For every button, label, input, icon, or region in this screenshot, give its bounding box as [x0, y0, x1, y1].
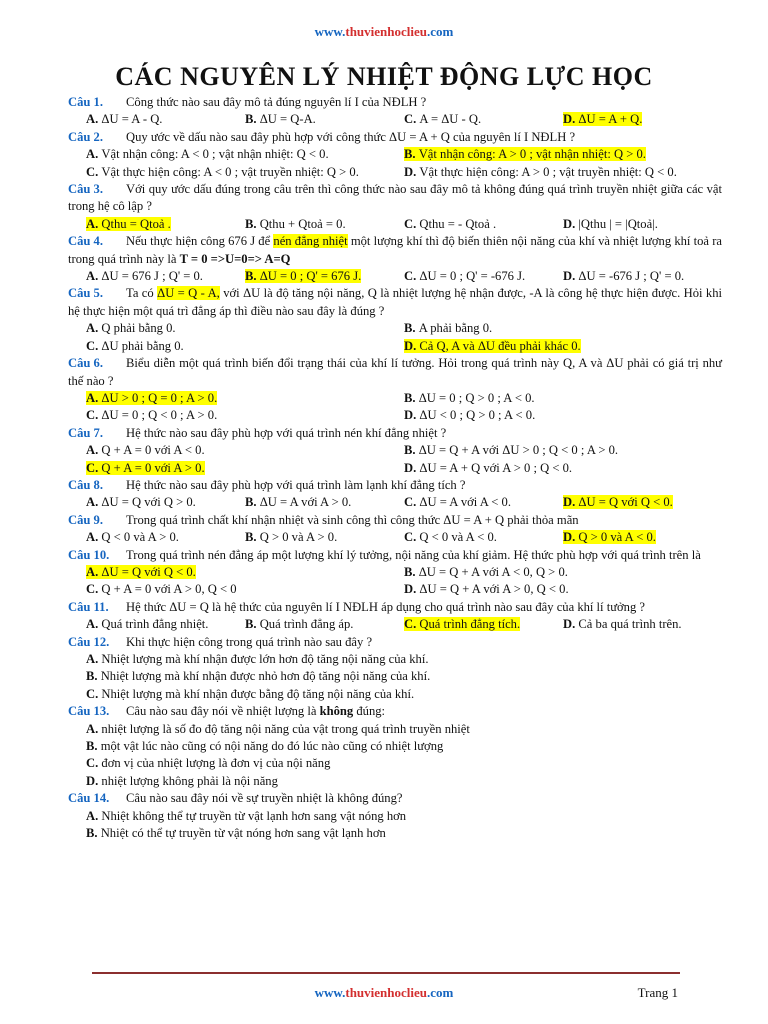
option-b: B. ΔU = Q + A với A < 0, Q > 0. — [404, 564, 568, 579]
option-c: C. đơn vị của nhiệt lượng là đơn vị của nội năng — [86, 756, 331, 771]
option-b-answer: B. Vật nhận công: A > 0 ; vật nhận nhiệt: Q > 0. — [404, 147, 646, 162]
option-d-answer: D. Q > 0 và A < 0. — [563, 530, 656, 545]
question-13: Câu 13. Câu nào sau đây nói về nhiệt lượng là không đúng: A. nhiệt lượng là số đo độ tăng nội năng của vật trong quá trình truyền nhiệt B. một vật lúc nào cũng có nội năng do đó lúc nào cũng có nhiệt lượng C. đơn vị của nhiệt lượng là đơn vị của nội năng D. nhiệt lượng không phải là nội năng — [68, 703, 722, 790]
option-c: C. Qthu = - Qtoả . — [404, 216, 497, 231]
page-title: CÁC NGUYÊN LÝ NHIỆT ĐỘNG LỰC HỌC — [115, 62, 653, 91]
option-b: B. A phải bằng 0. — [404, 321, 493, 336]
option-c: C. ΔU = A với A < 0. — [404, 495, 512, 510]
page-number: Trang 1 — [637, 985, 678, 1000]
emphasis-keyword: không — [319, 704, 354, 719]
question-list — [68, 94, 722, 842]
question-number: Câu 9. — [68, 512, 103, 527]
question-text: Công thức nào sau đây mô tả đúng nguyên lí I của NĐLH ? — [126, 95, 427, 109]
question-number: Câu 3. — [68, 182, 103, 197]
option-c-answer: C. Q + A = 0 với A > 0. — [86, 460, 205, 475]
option-b-answer: B. ΔU = 0 ; Q' = 676 J. — [245, 269, 362, 284]
question-text: Khi thực hiện công trong quá trình nào sau đây ? — [126, 634, 373, 649]
option-a: A. Vật nhận công: A < 0 ; vật nhận nhiệt: Q < 0. — [86, 147, 329, 162]
option-c: C. Vật thực hiện công: A < 0 ; vật truyền nhiệt: Q > 0. — [86, 164, 359, 179]
question-number: Câu 12. — [68, 634, 110, 649]
highlighted-keyword: nén đẳng nhiệt — [273, 234, 348, 249]
option-b: B. Q > 0 và A > 0. — [245, 530, 338, 545]
question-6 — [68, 355, 722, 425]
option-d: D. |Qthu | = |Qtoả|. — [563, 216, 658, 231]
option-b: B. Qthu + Qtoả = 0. — [245, 216, 346, 231]
option-a: A. ΔU = Q với Q > 0. — [86, 495, 196, 510]
question-text: Trong quá trình nén đẳng áp một lượng khí lý tưởng, nội năng của khí giảm. Hệ thức phù hợp với quá trình trên là — [126, 547, 701, 562]
question-1 — [68, 94, 722, 129]
question-number: Câu 10. — [68, 547, 110, 562]
question-text: Biểu diễn một quá trình biến đổi trạng thái của khí lí tưởng. Hỏi trong quá trình này Q, A và ΔU phải có giá trị như thế nào ? — [68, 356, 722, 388]
option-b: B. ΔU = 0 ; Q > 0 ; A < 0. — [404, 390, 535, 405]
option-d: D. ΔU < 0 ; Q > 0 ; A < 0. — [404, 408, 536, 423]
question-number: Câu 8. — [68, 477, 103, 492]
option-a: A. nhiệt lượng là số đo độ tăng nội năng của vật trong quá trình truyền nhiệt — [86, 721, 470, 736]
hint-formula: T = 0 =>U=0=> A=Q — [179, 251, 291, 266]
question-9 — [68, 512, 722, 547]
option-d: D. ΔU = -676 J ; Q' = 0. — [563, 269, 685, 284]
option-a: A. Nhiệt không thể tự truyền từ vật lạnh hơn sang vật nóng hơn — [86, 808, 407, 823]
option-d-answer: D. Cả Q, A và ΔU đều phải khác 0. — [404, 338, 581, 353]
question-number: Câu 1. — [68, 95, 103, 109]
option-a-answer: A. ΔU > 0 ; Q = 0 ; A > 0. — [86, 390, 218, 405]
question-7 — [68, 425, 722, 477]
question-number: Câu 6. — [68, 356, 103, 371]
option-a: A. Q + A = 0 với A < 0. — [86, 443, 205, 458]
question-text: Trong quá trình chất khí nhận nhiệt và sinh công thì công thức ΔU = A + Q phải thỏa mãn — [126, 512, 579, 527]
question-number: Câu 7. — [68, 425, 103, 440]
option-d-answer: D. ΔU = A + Q. — [563, 112, 643, 127]
question-11 — [68, 599, 722, 634]
question-2 — [68, 129, 722, 181]
option-a-answer: A. Qthu = Qtoả . — [86, 216, 171, 231]
option-b: B. một vật lúc nào cũng có nội năng do đó lúc nào cũng có nhiệt lượng — [86, 739, 444, 754]
question-text: Hệ thức ΔU = Q là hệ thức của nguyên lí I NĐLH áp dụng cho quá trình nào sau đây của khí lí tưởng ? — [126, 599, 646, 614]
option-c: C. Nhiệt lượng mà khí nhận được bằng độ tăng nội năng của khí. — [86, 686, 415, 701]
question-text: Quy ước về dấu nào sau đây phù hợp với công thức ΔU = A + Q của nguyên lí I NĐLH ? — [126, 129, 576, 144]
highlighted-formula: ΔU = Q - A, — [157, 286, 220, 301]
question-number: Câu 11. — [68, 599, 109, 614]
option-b: B. ΔU = Q-A. — [245, 112, 316, 127]
option-a: A. ΔU = 676 J ; Q' = 0. — [86, 269, 203, 284]
question-3 — [68, 181, 722, 233]
option-b: B. Quá trình đẳng áp. — [245, 617, 354, 632]
question-5: Câu 5. Ta có ΔU = Q - A, với ΔU là độ tăng nội năng, Q là nhiệt lượng hệ nhận được, -A là công hệ thực hiện được. Hỏi khi hệ thực hiện một quá trì đẳng áp thì điều nào sau đây là đúng ? A. Q phải bằng 0. B. A phải bằng 0. C. ΔU phải bằng 0. D. Cả Q, A và ΔU đều phải khác 0. — [68, 285, 722, 355]
question-12 — [68, 634, 722, 704]
question-text: Hệ thức nào sau đây phù hợp với quá trình nén khí đẳng nhiệt ? — [126, 425, 447, 440]
option-d-answer: D. ΔU = Q với Q < 0. — [563, 495, 673, 510]
question-number: Câu 4. — [68, 234, 103, 249]
option-a: A. Nhiệt lượng mà khí nhận được lớn hơn độ tăng nội năng của khí. — [86, 652, 429, 666]
question-text: Hệ thức nào sau đây phù hợp với quá trình làm lạnh khí đẳng tích ? — [126, 477, 466, 492]
question-number: Câu 2. — [68, 129, 103, 144]
option-c: C. Q + A = 0 với A > 0, Q < 0 — [86, 582, 237, 597]
option-c-answer: C. Quá trình đẳng tích. — [404, 617, 521, 632]
option-c: C. Q < 0 và A < 0. — [404, 530, 497, 545]
option-c: C. ΔU = 0 ; Q < 0 ; A > 0. — [86, 408, 218, 423]
option-b: B. Nhiệt lượng mà khí nhận được nhỏ hơn độ tăng nội năng của khí. — [86, 669, 431, 684]
option-b: B. ΔU = A với A > 0. — [245, 495, 352, 510]
option-c: C. ΔU = 0 ; Q' = -676 J. — [404, 269, 526, 284]
option-a: A. Quá trình đẳng nhiệt. — [86, 617, 209, 632]
option-d: D. ΔU = Q + A với A > 0, Q < 0. — [404, 582, 569, 597]
question-text: Với quy ước dấu đúng trong câu trên thì công thức nào sau đây mô tả không đúng quá trình truyền nhiệt giữa các vật trong hệ cô lập ? — [68, 182, 722, 214]
option-a: A. Q phải bằng 0. — [86, 321, 176, 336]
site-url-header[interactable]: www.thuvienhoclieu.com — [314, 24, 454, 39]
question-14 — [68, 790, 722, 842]
option-b: B. Nhiệt có thể tự truyền từ vật nóng hơn sang vật lạnh hơn — [86, 826, 386, 841]
question-number: Câu 13. — [68, 704, 110, 719]
question-4: Câu 4. Nếu thực hiện công 676 J để nén đẳng nhiệt một lượng khí thì độ biến thiên nội năng của khí và nhiệt lượng khí toả ra trong quá trình này là T = 0 =>U=0=> A=Q A. ΔU = 676 J ; Q' = 0. B. ΔU = 0 ; Q' = 676 J. C. ΔU = 0 ; Q' = -676 J. D. ΔU = -676 J ; Q' = 0. — [68, 233, 722, 285]
option-a-answer: A. ΔU = Q với Q < 0. — [86, 564, 196, 579]
question-text: Câu nào sau đây nói về sự truyền nhiệt là không đúng? — [126, 791, 403, 806]
question-number: Câu 14. — [68, 791, 110, 806]
footer-divider — [92, 972, 680, 974]
question-10 — [68, 547, 722, 599]
option-d: D. Cả ba quá trình trên. — [563, 617, 682, 632]
option-a: A. Q < 0 và A > 0. — [86, 530, 179, 545]
question-number: Câu 5. — [68, 286, 103, 301]
option-b: B. ΔU = Q + A với ΔU > 0 ; Q < 0 ; A > 0. — [404, 443, 619, 458]
site-url-footer[interactable]: www.thuvienhoclieu.com — [314, 985, 454, 1000]
option-d: D. nhiệt lượng không phải là nội năng — [86, 773, 278, 788]
option-c: C. A = ΔU - Q. — [404, 112, 482, 127]
option-d: D. ΔU = A + Q với A > 0 ; Q < 0. — [404, 460, 573, 475]
option-d: D. Vật thực hiện công: A > 0 ; vật truyền nhiệt: Q < 0. — [404, 164, 677, 179]
question-8 — [68, 477, 722, 512]
option-a: A. ΔU = A - Q. — [86, 112, 163, 127]
option-c: C. ΔU phải bằng 0. — [86, 338, 184, 353]
